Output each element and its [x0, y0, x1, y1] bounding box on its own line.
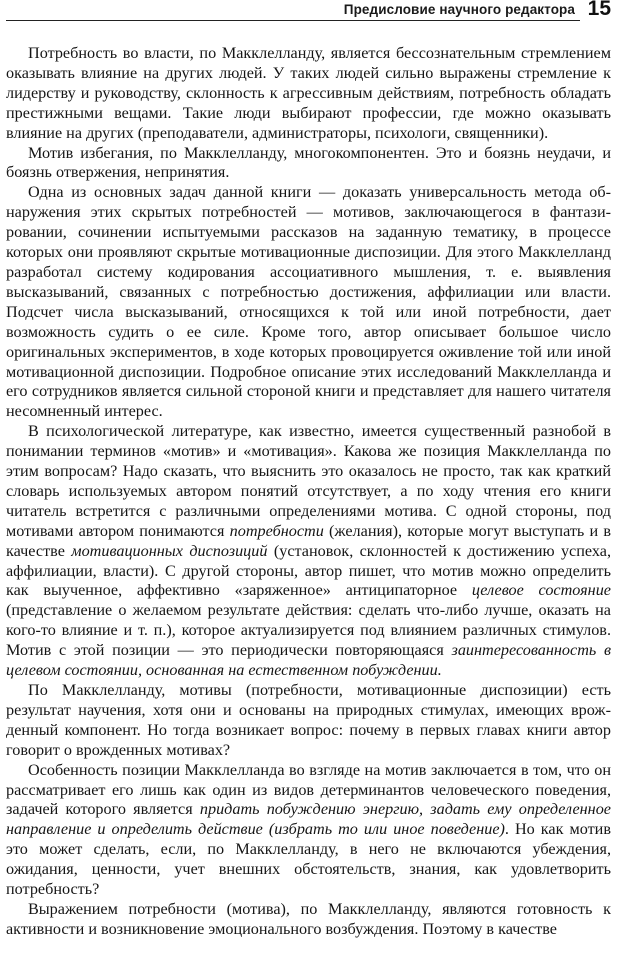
paragraph-need-expression: Выражением потребности (мотива), по Макклелланду, являются готовность к активности и возникновение эмоционального возбуждения. Поэтому в качестве: [6, 899, 611, 938]
paragraph-position-peculiarity: [6, 761, 611, 900]
text-run: (представление о желаемом результате действия: сделать что-либо лучше, оказать на кого-то влияние и т. п.), которое актуализируется под влиянием различных стимулов. Мотив с этой позиции — это периодически повторяющаяся: [6, 601, 611, 660]
italic-term: мотивационных диспозиций: [71, 541, 268, 560]
text-run: . Но как мотив это может сделать, если, по Макклелланду, в него не включаются убеждения, ожидания, ценности, учет внешних обстоятельств, знания, как удовлетворить потребность?: [6, 820, 611, 899]
text-run: В психологической литературе, как известно, имеется существенный разнобой в понимании терминов «мотив» и «мотивация». Какова же позиция Макклелланда по этим вопросам? Надо сказать, что выяснить это оказалось не просто, так как краткий словарь используемых автором понятий отсутствует, а по ходу чтения его книги читатель встретится с различными определениями мотива. С одной стороны, под мотивами автором понимаются: [6, 422, 611, 540]
running-header-title: Предисловие научного редактора: [343, 2, 575, 17]
text-run: (установок, склонностей к достижению успеха, аффилиации, власти). С другой стороны, автор пишет, что мотив можно определить как выученное, аффективно «заряженное» антиципаторное: [6, 541, 611, 600]
header-divider: [6, 20, 580, 21]
page-body: [6, 44, 611, 940]
italic-term: заинтересованность в целевом состоянии, основанная на естественном побуждении.: [6, 641, 611, 680]
page-number: 15: [587, 0, 611, 20]
italic-term: потребности: [229, 521, 324, 540]
paragraph-learned-motives: По Макклелланду, мотивы (потребности, мотивационные диспозиции) есть результат научения, хотя они и основаны на природных стимулах, имеющих врожденный компонент. Но тогда возникает вопрос: почему в первых главах книги автор говорит о врожденных мотивах?: [6, 681, 611, 759]
paragraph-book-goal: Одна из основных задач данной книги — доказать универсальность метода обнаружения этих скрытых потребностей — мотивов, заключающегося в фантазировании, сочинении испытуемыми рассказов на заданную тематику, в процессе которых они проявляют скрытые мотивационные диспозиции. Для этого Макклелланд разработал систему кодирования ассоциативного мышления, т. е. выявления высказываний, связанных с потребностью достижения, аффилиации или власти. Подсчет числа высказываний, относящихся к той или иной потребности, дает возможность судить о ее силе. Кроме того, автор описывает большое число оригинальных экспериментов, в ходе которых провоцируется оживление той или иной мотивационной диспозиции. Подробное описание этих исследований Макклелланда и его сотрудников является сильной стороной книги и представляет для нашего читателя несомненный интерес.: [6, 183, 611, 421]
italic-term: придать побуждению энергию, задать ему определенное направление и определить действие (избрать то или иное поведение): [6, 800, 611, 839]
text-run: Особенность позиции Макклелланда во взгляде на мотив заключается в том, что он рассматривает его лишь как один из видов детерминантов человеческого поведения, задачей которого является: [6, 760, 611, 819]
paragraph-avoidance-motive: Мотив избегания, по Макклелланду, многокомпонентен. Это и боязнь неудачи, и боязнь отвержения, непринятия.: [6, 143, 611, 182]
paragraph-motive-definitions: [6, 422, 611, 681]
paragraph-power-motive: Потребность во власти, по Макклелланду, является бессознательным стремлением оказывать влияние на других людей. У таких людей сильно выражены стремление к лидерству и руководству, склонность к агрессивным действиям, потребность обладать престижными вещами. Такие люди выбирают профессии, где можно оказывать влияние на других (преподаватели, администраторы, психологи, священники).: [6, 44, 611, 142]
italic-term: целевое состояние: [471, 581, 611, 600]
running-header: [0, 0, 620, 22]
text-run: (желания), которые могут выступать и в качестве: [6, 521, 611, 560]
